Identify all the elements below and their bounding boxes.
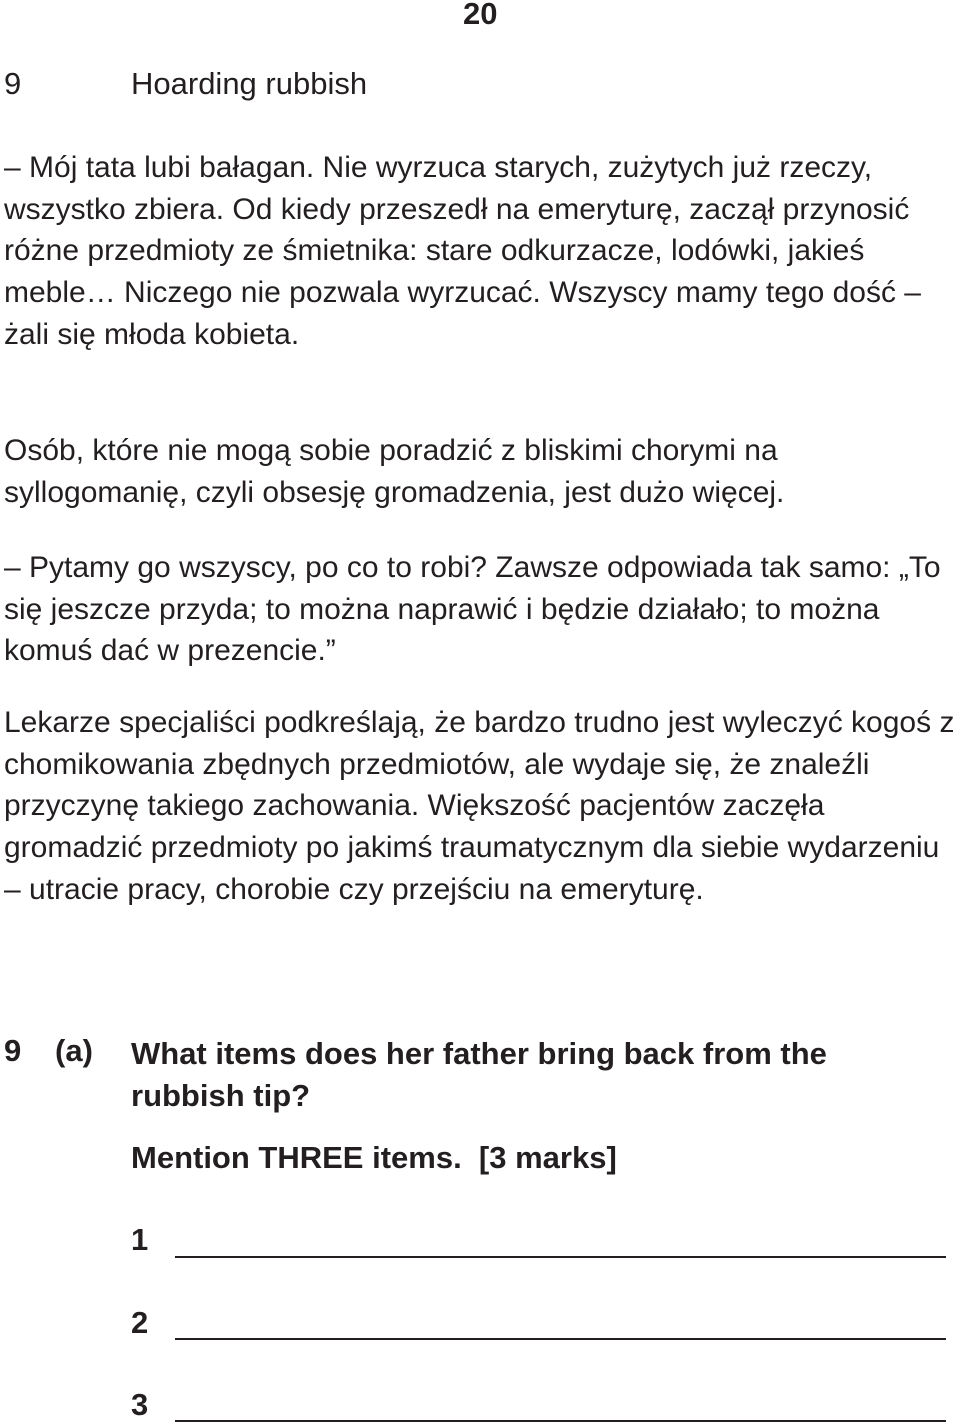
answer-line-1[interactable] bbox=[175, 1256, 946, 1258]
sub-question-instruction: Mention THREE items. [3 marks] bbox=[131, 1140, 617, 1175]
passage-paragraph: Lekarze specjaliści podkreślają, że bardzo trudno jest wyleczyć kogoś z chomikowania zbędnych przedmiotów, ale wydaje się, że znaleźli przyczynę takiego zachowania. Większość pacjentów zaczęła gromadzić przedmioty po jakimś traumatycznym dla siebie wydarzeniu – utracie pracy, chorobie czy przejściu na emeryturę. bbox=[4, 706, 955, 906]
sub-question-letter: (a) bbox=[55, 1033, 93, 1068]
passage-paragraph: – Pytamy go wszyscy, po co to robi? Zawsze odpowiada tak samo: „To się jeszcze przyda; to można naprawić i będzie działało; to można komuś dać w prezencie.” bbox=[4, 551, 941, 668]
page-number: 20 bbox=[463, 0, 498, 31]
question-title: Hoarding rubbish bbox=[131, 66, 368, 101]
answer-line-3[interactable] bbox=[175, 1420, 946, 1422]
answer-label-1: 1 bbox=[131, 1222, 149, 1257]
passage-paragraph: – Mój tata lubi bałagan. Nie wyrzuca starych, zużytych już rzeczy, wszystko zbiera. Od kiedy przeszedł na emeryturę, zaczął przynosić różne przedmioty ze śmietnika: stare odkurzacze, lodówki, jakieś meble… Niczego nie pozwala wyrzucać. Wszyscy mamy tego dość – żali się młoda kobieta. bbox=[4, 151, 921, 351]
answer-label-2: 2 bbox=[131, 1305, 149, 1340]
answer-line-2[interactable] bbox=[175, 1338, 946, 1340]
answer-label-3: 3 bbox=[131, 1387, 149, 1422]
sub-question-number: 9 bbox=[4, 1033, 22, 1068]
passage-paragraph: Osób, które nie mogą sobie poradzić z bliskimi chorymi na syllogomanię, czyli obsesję gromadzenia, jest dużo więcej. bbox=[4, 434, 785, 509]
question-number: 9 bbox=[4, 66, 22, 101]
sub-question-text: What items does her father bring back from the rubbish tip? bbox=[131, 1036, 827, 1113]
